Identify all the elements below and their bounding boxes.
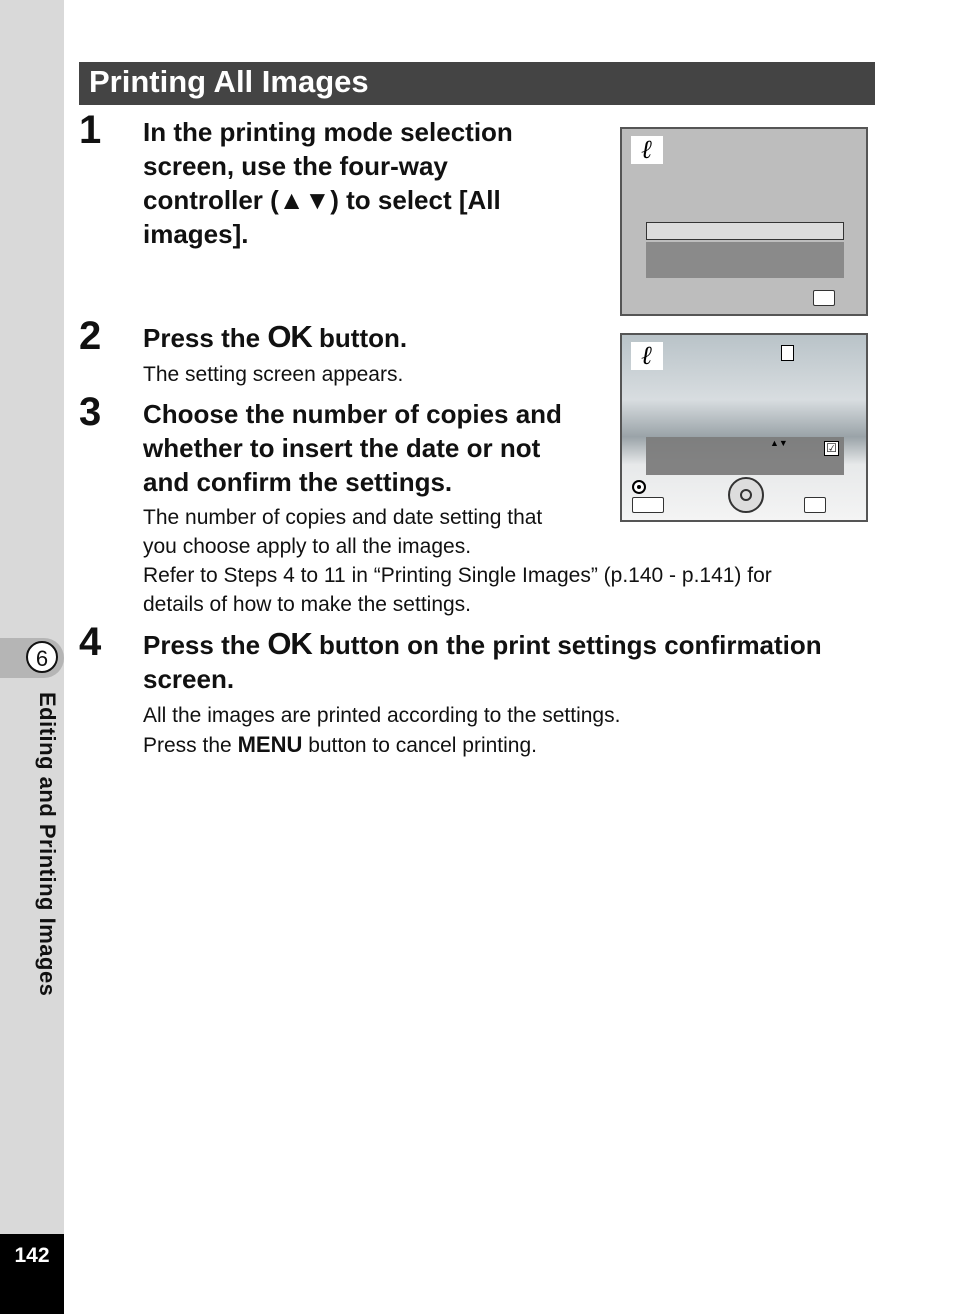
menu-panel bbox=[646, 242, 844, 278]
step-4-body bbox=[143, 701, 620, 760]
sd-card-icon bbox=[781, 345, 794, 361]
step-4-heading-line bbox=[143, 627, 822, 662]
page-title: Printing All Images bbox=[89, 64, 369, 99]
step-3-body-line: you choose apply to all the images. bbox=[143, 535, 472, 558]
step-2-heading-pre: Press the bbox=[143, 323, 261, 353]
chapter-number: 6 bbox=[26, 641, 58, 673]
settings-screen bbox=[620, 333, 868, 522]
step-4-body-line bbox=[143, 730, 620, 760]
step-2-heading bbox=[143, 320, 407, 355]
step-3-number: 3 bbox=[79, 390, 102, 434]
shutter-icon bbox=[632, 480, 646, 494]
step-4-number: 4 bbox=[79, 620, 102, 664]
ok-glyph: OK bbox=[267, 319, 312, 354]
step-1-heading-line: In the printing mode selection bbox=[143, 117, 513, 147]
mode-select-screen bbox=[620, 127, 868, 316]
step-4-body-pre: Press the bbox=[143, 734, 232, 757]
step-4-body-line: All the images are printed according to the settings. bbox=[143, 704, 621, 727]
step-2-heading-post: button. bbox=[319, 323, 408, 353]
step-3-body-line: The number of copies and date setting that bbox=[143, 506, 543, 529]
step-3-body bbox=[143, 503, 772, 619]
step-3-heading bbox=[143, 397, 562, 499]
ok-button-icon bbox=[804, 497, 826, 513]
pictbridge-icon: ℓ bbox=[631, 342, 663, 370]
step-3-body-line: Refer to Steps 4 to 11 in “Printing Single Images” (p.140 - p.141) for bbox=[143, 564, 772, 587]
step-2-body: The setting screen appears. bbox=[143, 363, 404, 386]
step-1-heading-line: images]. bbox=[143, 219, 249, 249]
step-3-heading-line: Choose the number of copies and bbox=[143, 399, 562, 429]
step-4-heading-post: button on the print settings confirmation bbox=[319, 630, 822, 660]
step-4-heading bbox=[143, 627, 822, 696]
page-number: 142 bbox=[14, 1244, 50, 1267]
ok-button-icon bbox=[813, 290, 835, 306]
menu-highlight bbox=[646, 222, 844, 240]
step-1-heading-line: controller (▲▼) to select [All bbox=[143, 185, 501, 215]
step-1-heading-line: screen, use the four-way bbox=[143, 151, 448, 181]
date-checkbox-icon: ☑ bbox=[824, 441, 839, 456]
step-4-body-post: button to cancel printing. bbox=[308, 734, 538, 757]
step-3-body-line: details of how to make the settings. bbox=[143, 593, 472, 616]
step-3-heading-line: whether to insert the date or not bbox=[143, 433, 541, 463]
menu-glyph: MENU bbox=[237, 732, 303, 757]
updown-arrows-icon: ▲▼ bbox=[770, 438, 788, 448]
step-3-heading-line: and confirm the settings. bbox=[143, 467, 453, 497]
step-1-number: 1 bbox=[79, 108, 102, 152]
chapter-title: Editing and Printing Images bbox=[35, 692, 60, 997]
step-1-heading bbox=[143, 115, 513, 251]
settings-panel bbox=[646, 437, 844, 475]
pictbridge-icon: ℓ bbox=[631, 136, 663, 164]
ok-glyph: OK bbox=[267, 626, 312, 661]
step-4-heading-pre: Press the bbox=[143, 630, 261, 660]
step-2-number: 2 bbox=[79, 314, 102, 358]
step-4-heading-line: screen. bbox=[143, 664, 235, 694]
